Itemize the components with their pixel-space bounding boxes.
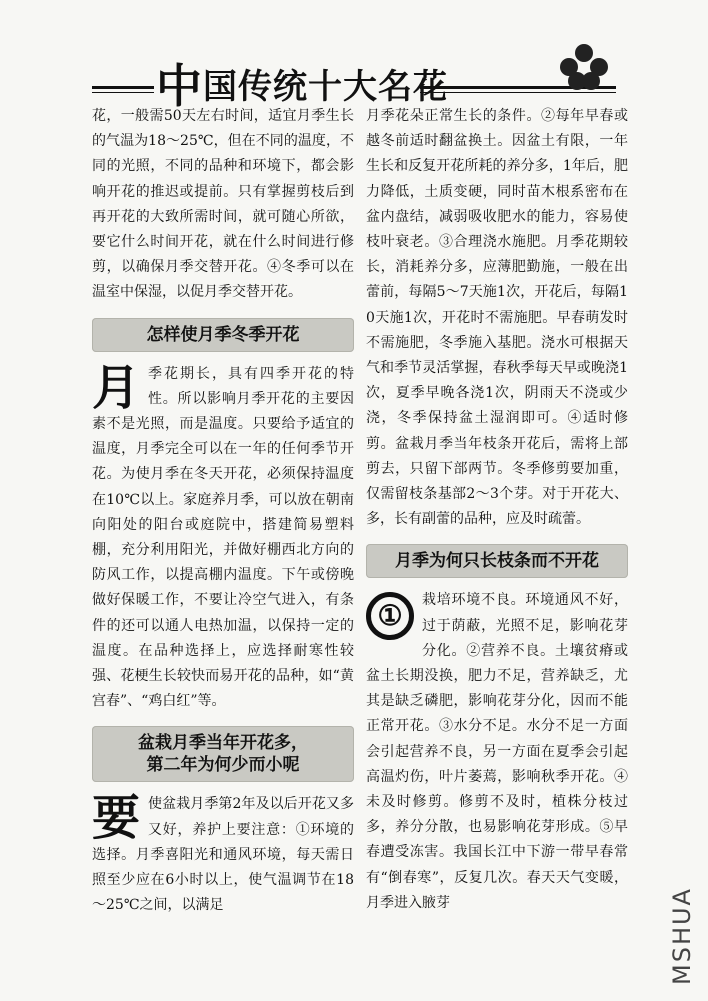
flower-ornament-icon: [560, 44, 608, 92]
section-second-year-body: [92, 792, 354, 918]
section-title-second-year-line2: 第二年为何少而小呢: [146, 755, 300, 776]
section-title-second-year: [92, 726, 354, 782]
section-winter-bloom-text: 季花期长，具有四季开花的特性。所以影响月季开花的主要因素不是光照，而是温度。只要给予适宜的温度，月季完全可以在一年的任何季节开花。为使月季在冬天开花，必须保持温度在10℃以上。家庭养月季，可以放在朝南向阳处的阳台或庭院中，搭建简易塑料棚，充分利用阳光，并做好棚西北方向的防风工作，以提高棚内温度。下午或傍晚做好保暖工作，不要让冷空气进入，有条件的还可以通人电热加温，以保持一定的温度。在品种选择上，应选择耐寒性较强、花梗生长较快而易开花的品种，如“黄宫春”、“鸡白红”等。: [92, 365, 354, 710]
section-no-flowers-body: [366, 588, 628, 916]
dropcap-yue: 月: [92, 359, 141, 416]
right-continued-paragraph: 月季花朵正常生长的条件。②每年早春或越冬前适时翻盆换土。因盆土有限，一年生长和反复开花所耗的养分多，1年后，肥力降低，土质变硬，同时苗木根系密布在盆内盘结，减弱吸收肥水的能力，容易使枝叶衰老。③合理浇水施肥。月季花期较长，消耗养分多，应薄肥勤施，一般在出蕾前，每隔5～7天施1次，开花后，每隔10天施1次，开花时不需施肥。早春萌发时不需施肥，冬季施入基肥。浇水可根据天气和季节灵活掌握，春秋季每天早或晚浇1次，夏季早晚各浇1次，阴雨天不浇或少浇，冬季保持盆土湿润即可。④适时修剪。盆栽月季当年枝条开花后，需将上部剪去，只留下部两节。冬季修剪要加重，仅需留枝条基部2～3个芽。对于开花大、多，长有副蕾的品种，应及时疏蕾。: [366, 108, 628, 528]
dropcap-number-one: ①: [366, 592, 414, 640]
right-column: [366, 104, 628, 916]
page-header: [0, 0, 708, 113]
title-rest: 国传统十大名花: [203, 67, 448, 107]
section-title-winter-bloom: 怎样使月季冬季开花: [92, 318, 354, 352]
title-first-char: 中: [156, 59, 203, 113]
section-title-second-year-line1: 盆栽月季当年开花多，: [138, 733, 308, 754]
header-rule-left-thin: [92, 92, 154, 93]
dropcap-yao: 要: [92, 790, 141, 847]
left-intro-paragraph: 花，一般需50天左右时间，适宜月季生长的气温为18～25℃，但在不同的温度，不同的光照，不同的品种和环境下，都会影响开花的推迟或提前。只有掌握剪枝后到再开花的大致所需时间，就可随心所欲，要它什么时间开花，就在什么时间进行修剪，以确保月季交替开花。④冬季可以在温室中保湿，以促月季交替开花。: [92, 108, 354, 301]
section-no-flowers-text: 栽培环境不良。环境通风不好，过于荫蔽，光照不足，影响花芽分化。②营养不良。土壤贫瘠或盆土长期没换，肥力不足，营养缺乏，尤其是缺乏磷肥，影响花芽分化，因而不能正常开花。③水分不足。水分不足一方面会引起营养不良，另一方面在夏季会引起高温灼伤，叶片萎蔫，影响秋季开花。④未及时修剪。修剪不及时，植株分枝过多，养分分散，也易影响花芽形成。⑤早春遭受冻害。我国长江中下游一带早春常有“倒春寒”，反复几次。春天天气变暖，月季进入腋芽: [366, 592, 628, 911]
header-rule-right-thin: [420, 92, 616, 93]
section-second-year-text: 使盆栽月季第2年及以后开花又多又好，养护上要注意：①环境的选择。月季喜阳光和通风环境，每天需日照至少应在6小时以上，使气温调节在18～25℃之间，以满足: [92, 796, 354, 914]
section-winter-bloom-body: [92, 359, 354, 715]
section-title-no-flowers: 月季为何只长枝条而不开花: [366, 544, 628, 578]
left-column: [92, 104, 354, 918]
header-rule-left: [92, 86, 154, 89]
watermark: MSHUA: [668, 887, 696, 985]
